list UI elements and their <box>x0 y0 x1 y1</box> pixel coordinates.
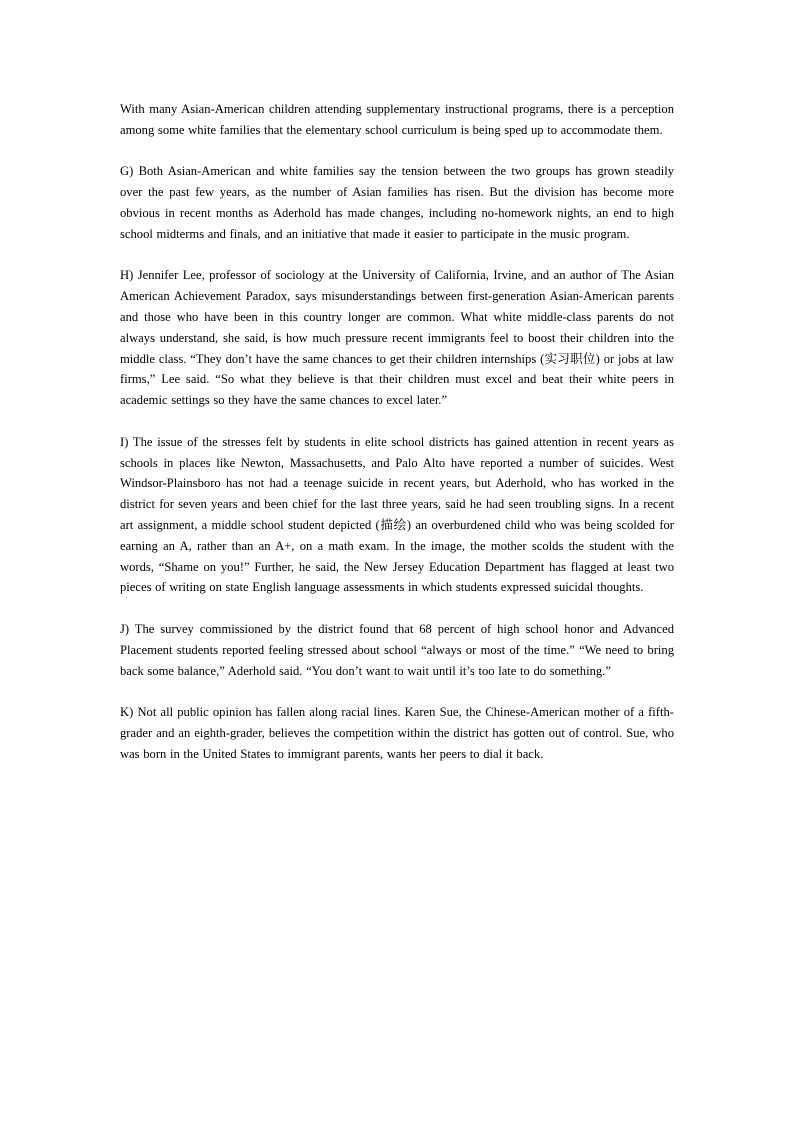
paragraph-i: I) The issue of the stresses felt by students in elite school districts has gained attention in recent years as schools in places like Newton, Massachusetts, and Palo Alto have reported a number of suicides. West Windsor-Plainsboro has not had a teenage suicide in recent years, but Aderhold, who has worked in the district for seven years and been chief for the last three years, said he had seen troubling signs. In a recent art assignment, a middle school student depicted (描绘) an overburdened child who was being scolded for earning an A, rather than an A+, on a math exam. In the image, the mother scolds the student with the words, “Shame on you!” Further, he said, the New Jersey Education Department has flagged at least two pieces of writing on state English language assessments in which students expressed suicidal thoughts. <box>120 434 674 595</box>
paragraph-h: H) Jennifer Lee, professor of sociology at the University of California, Irvine, and an author of The Asian American Achievement Paradox, says misunderstandings between first-generation Asian-American parents and those who have been in this country longer are common. What white middle-class parents do not always understand, she said, is how much pressure recent immigrants feel to boost their children into the middle class. “They don’t have the same chances to get their children internships (实习职位) or jobs at law firms,” Lee said. “So what they believe is that their children must excel and beat their white peers in academic settings so they have the same chances to excel later.” <box>120 268 674 408</box>
document-body <box>120 99 674 765</box>
paragraph-g: G) Both Asian-American and white families say the tension between the two groups has grown steadily over the past few years, as the number of Asian families has risen. But the division has become more obvious in recent months as Aderhold has made changes, including no-homework nights, an end to high school midterms and finals, and an initiative that made it easier to participate in the music program. <box>120 164 674 241</box>
paragraph-intro: With many Asian-American children attending supplementary instructional programs, there is a perception among some white families that the elementary school curriculum is being sped up to accommodate them. <box>120 102 674 137</box>
paragraph-j: J) The survey commissioned by the district found that 68 percent of high school honor and Advanced Placement students reported feeling stressed about school “always or most of the time.” “We need to bring back some balance,” Aderhold said. “You don’t want to wait until it’s too late to do something.” <box>120 621 674 678</box>
paragraph-k: K) Not all public opinion has fallen along racial lines. Karen Sue, the Chinese-American mother of a fifth-grader and an eighth-grader, believes the competition within the district has gotten out of control. Sue, who was born in the United States to immigrant parents, wants her peers to dial it back. <box>120 705 674 761</box>
